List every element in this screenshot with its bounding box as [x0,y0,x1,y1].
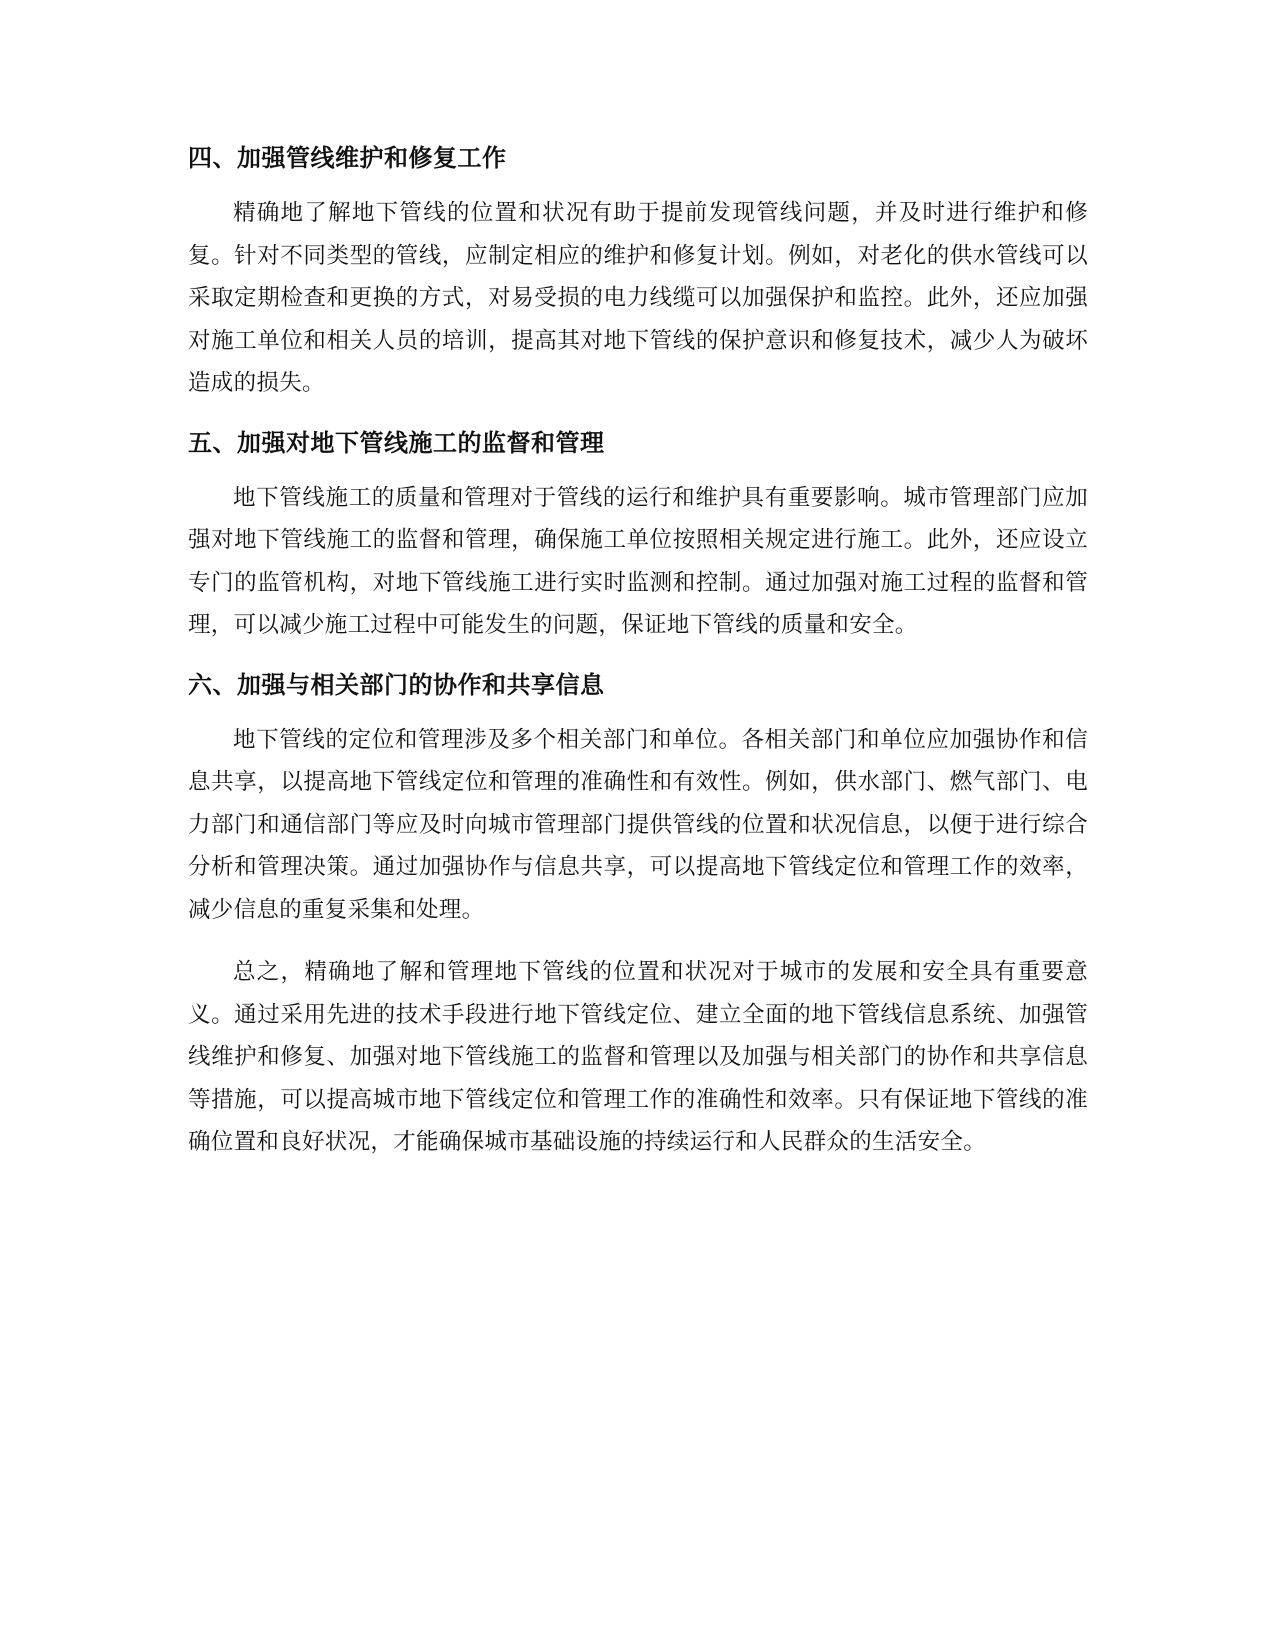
section-collaboration [188,667,1088,1164]
section-heading: 五、加强对地下管线施工的监督和管理 [188,428,605,457]
paragraph: 地下管线施工的质量和管理对于管线的运行和维护具有重要影响。城市管理部门应加强对地下管线施工的监督和管理，确保施工单位按照相关规定进行施工。此外，还应设立专门的监管机构，对地下管线施工进行实时监测和控制。通过加强对施工过程的监督和管理，可以减少施工过程中可能发生的问题，保证地下管线的质量和安全。 [188,484,1088,638]
section-construction-supervision [188,425,1088,647]
conclusion-paragraph: 总之，精确地了解和管理地下管线的位置和状况对于城市的发展和安全具有重要意义。通过采用先进的技术手段进行地下管线定位、建立全面的地下管线信息系统、加强管线维护和修复、加强对地下管线施工的监督和管理以及加强与相关部门的协作和共享信息等措施，可以提高城市地下管线定位和管理工作的准确性和效率。只有保证地下管线的准确位置和良好状况，才能确保城市基础设施的持续运行和人民群众的生活安全。 [188,959,1088,1155]
section-heading: 四、加强管线维护和修复工作 [188,144,507,172]
paragraph: 精确地了解地下管线的位置和状况有助于提前发现管线问题，并及时进行维护和修复。针对不同类型的管线，应制定相应的维护和修复计划。例如，对老化的供水管线可以采取定期检查和更换的方式，对易受损的电力线缆可以加强保护和监控。此外，还应加强对施工单位和相关人员的培训，提高其对地下管线的保护意识和修复技术，减少人为破坏造成的损失。 [188,200,1088,396]
section-heading: 六、加强与相关部门的协作和共享信息 [188,670,605,699]
section-maintenance [188,140,1088,405]
document-page [188,140,1088,1184]
paragraph: 地下管线的定位和管理涉及多个相关部门和单位。各相关部门和单位应加强协作和信息共享，以提高地下管线定位和管理的准确性和有效性。例如，供水部门、燃气部门、电力部门和通信部门等应及时向城市管理部门提供管线的位置和状况信息，以便于进行综合分析和管理决策。通过加强协作与信息共享，可以提高地下管线定位和管理工作的效率，减少信息的重复采集和处理。 [188,726,1088,923]
